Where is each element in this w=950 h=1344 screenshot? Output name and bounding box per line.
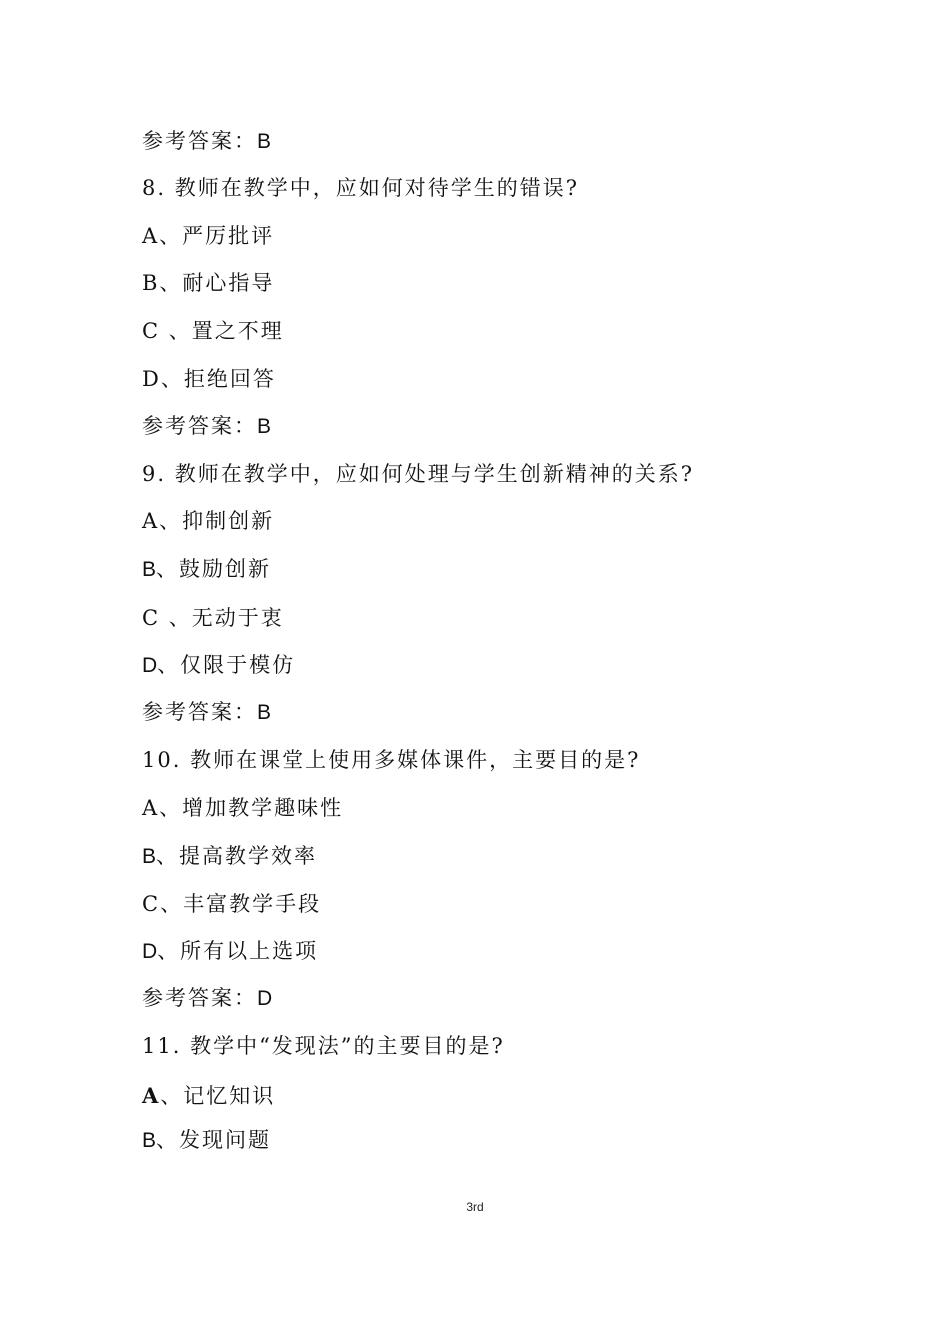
question-10: 10. 教师在课堂上使用多媒体课件，主要目的是?: [142, 748, 641, 772]
option-d: D、仅限于模仿: [142, 653, 296, 677]
answer-line: 参考答案：B: [142, 414, 272, 438]
option-d: D、所有以上选项: [142, 939, 319, 963]
answer-line: 参考答案：D: [142, 986, 273, 1010]
question-8: 8. 教师在教学中，应如何对待学生的错误?: [142, 176, 579, 200]
option-b: B、鼓励创新: [142, 557, 272, 581]
answer-line: 参考答案：B: [142, 700, 272, 724]
option-b: B、耐心指导: [142, 271, 275, 295]
option-c: C、丰富教学手段: [142, 892, 322, 916]
option-d: D、拒绝回答: [142, 367, 276, 391]
option-a: A、记忆知识: [142, 1083, 276, 1108]
option-a: A、严厉批评: [142, 224, 275, 248]
question-11: 11. 教学中“发现法”的主要目的是?: [142, 1034, 505, 1058]
page-number: 3rd: [466, 1200, 484, 1214]
answer-line: 参考答案：B: [142, 129, 272, 153]
option-c: C 、无动于衷: [142, 606, 284, 630]
option-a: A、抑制创新: [142, 509, 275, 533]
option-c: C 、置之不理: [142, 319, 284, 343]
option-a: A、增加教学趣味性: [142, 796, 344, 820]
option-b: B、发现问题: [142, 1128, 272, 1152]
option-b: B、提高教学效率: [142, 844, 318, 868]
question-9: 9. 教师在教学中，应如何处理与学生创新精神的关系?: [142, 462, 694, 486]
